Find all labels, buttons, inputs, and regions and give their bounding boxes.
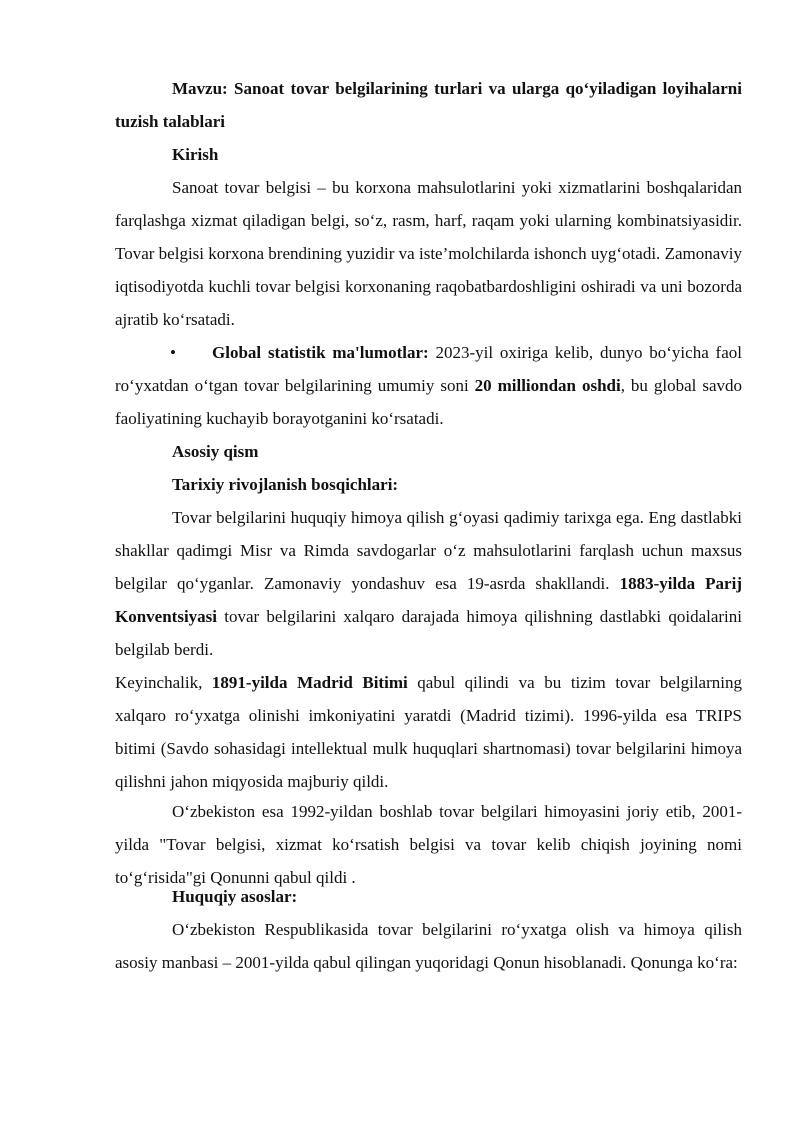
history-text-2: tovar belgilarini xalqaro darajada himoya qilishning dastlabki qoidalarini belgilab berdi.	[115, 607, 742, 659]
paragraph-uzbekistan: O‘zbekiston esa 1992-yildan boshlab tovar belgilari himoyasini joriy etib, 2001-yilda "Tovar belgisi, xizmat ko‘rsatish belgisi va tovar kelib chiqish joyining nomi to‘g‘risida"gi Qonunni qabul qildi .	[115, 802, 742, 887]
paragraph-intro: Sanoat tovar belgisi – bu korxona mahsulotlarini yoki xizmatlarini boshqalaridan farqlashga xizmat qiladigan belgi, so‘z, rasm, harf, raqam yoki ularning kombinatsiyasidir. Tovar belgisi korxona brendining yuzidir va iste’molchilarda ishonch uyg‘otadi. Zamonaviy iqtisodiyotda kuchli tovar belgisi korxonaning raqobatbardoshligini oshiradi va uni bozorda ajratib ko‘rsatadi.	[115, 178, 742, 329]
paragraph-legal-basis: O‘zbekiston Respublikasida tovar belgilarini ro‘yxatga olish va himoya qilish asosiy manbasi – 2001-yilda qabul qilingan yuqoridagi Qonun hisoblanadi. Qonunga ko‘ra:	[115, 920, 742, 972]
section-heading-asosiy: Asosiy qism	[172, 442, 259, 461]
section-heading-kirish: Kirish	[172, 145, 219, 164]
document-title	[115, 72, 742, 138]
bullet-text-1: 2023-yil oxiriga kelib, dunyo bo‘yicha faol ro‘yxatdan o‘tgan tovar belgilarining umumiy soni	[115, 343, 742, 395]
bullet-heading: Global statistik ma'lumotlar:	[212, 343, 429, 362]
paragraph-history	[115, 501, 742, 666]
history-madrid-agreement: 1891-yilda Madrid Bitimi	[211, 673, 408, 692]
bullet-text-2: , bu global savdo faoliyatining kuchayib borayotganini ko‘rsatadi.	[115, 376, 742, 428]
history-text-4: qabul qilindi va bu tizim tovar belgilarning xalqaro ro‘yxatga olinishi imkoniyatini yaratdi (Madrid tizimi). 1996-yilda esa TRIPS bitimi (Savdo sohasidagi intellektual mulk huquqlari shartnomasi) tovar belgilarini himoya qilishni jahon miqyosida majburiy qildi.	[115, 673, 742, 791]
bullet-highlight: 20 milliondan oshdi	[474, 376, 621, 395]
section-heading-huquqiy: Huquqiy asoslar:	[172, 887, 298, 906]
bullet-paragraph-statistics	[115, 336, 742, 435]
title-line-1: Mavzu: Sanoat tovar belgilarining turlari va ularga qo‘yiladigan	[172, 79, 657, 98]
history-text-1: Tovar belgilarini huquqiy himoya qilish g‘oyasi qadimiy tarixga ega. Eng dastlabki shakllar qadimgi Misr va Rimda savdogarlar o‘z mahsulotlarini farqlash uchun maxsus belgilar qo‘yganlar. Zamonaviy yondashuv esa 19-asrda shakllandi.	[115, 508, 742, 593]
title-line-2: loyihalarni tuzish talablari	[115, 79, 742, 131]
history-paris-convention: 1883-yilda Parij Konventsiyasi	[115, 574, 742, 626]
history-text-3: Keyinchalik,	[115, 673, 212, 692]
bullet-icon: •	[170, 343, 176, 362]
section-heading-tarixiy: Tarixiy rivojlanish bosqichlari:	[172, 475, 399, 494]
paragraph-history-continued	[115, 666, 742, 798]
